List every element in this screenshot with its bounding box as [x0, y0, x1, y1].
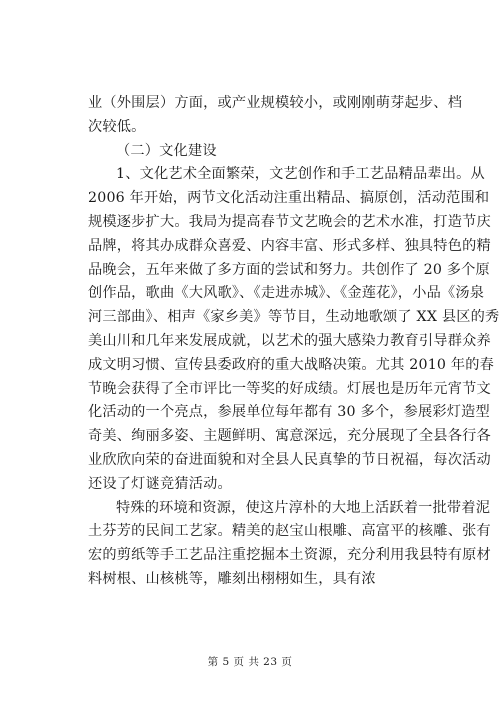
text-line: 土芬芳的民间工艺家。精美的赵宝山根雕、高富平的核雕、张有: [88, 523, 491, 540]
text-line: 1、文化艺术全面繁荣，文艺创作和手工艺品精品辈出。从: [116, 166, 485, 183]
text-line: 宏的剪纸等手工艺品注重挖掘本土资源，充分利用我县特有原材: [88, 547, 491, 564]
text-line: 规模逐步扩大。我局为提高春节文艺晚会的艺术水准，打造节庆: [88, 213, 491, 230]
text-line: 创作品，歌曲《大风歌》、《走进赤城》、《金莲花》，小品《汤泉: [88, 285, 485, 302]
text-line: 还设了灯谜竞猜活动。: [88, 475, 232, 492]
text-line: 品晚会，五年来做了多方面的尝试和努力。共创作了 20 多个原: [88, 261, 490, 278]
text-line: 业欣欣向荣的奋进面貌和对全县人民真挚的节日祝福，每次活动: [88, 451, 491, 468]
heading-culture-construction: （二）文化建设: [116, 142, 217, 159]
section-heading: [88, 140, 434, 164]
page-footer: [0, 654, 500, 669]
text-line: 料树根、山核桃等，雕刻出栩栩如生，具有浓: [88, 570, 376, 587]
text-line: 特殊的环境和资源，使这片淳朴的大地上活跃着一批带着泥: [116, 499, 491, 516]
text-line: 节晚会获得了全市评比一等奖的好成绩。灯展也是历年元宵节文: [88, 380, 491, 397]
text-line: 成文明习惯、宣传县委政府的重大战略决策。尤其 2010 年的春: [88, 356, 495, 373]
paragraph-folk-artisans: [88, 497, 491, 592]
text-line: 化活动的一个亮点，参展单位每年都有 30 多个，参展彩灯造型: [88, 404, 490, 421]
text-line: 河三部曲》、相声《家乡美》等节目，生动地歌颂了 XX 县区的秀: [88, 309, 500, 326]
page-number: 第 5 页 共 23 页: [207, 656, 293, 668]
text-line: 品牌，将其办成群众喜爱、内容丰富、形式多样、独具特色的精: [88, 237, 491, 254]
text-line: 业（外围层）方面，或产业规模较小，或刚刚萌芽起步、档: [88, 95, 463, 111]
text-line: 美山川和几年来发展成就，以艺术的强大感染力教育引导群众养: [88, 332, 491, 349]
paragraph-industry-continued: [88, 92, 463, 140]
body-text: [88, 92, 500, 592]
text-line: 次较低。: [88, 118, 146, 135]
paragraph-arts-prosperity: [88, 163, 500, 496]
text-line: 2006 年开始，两节文化活动注重出精品、搞原创，活动范围和: [88, 190, 490, 207]
text-line: 奇美、绚丽多姿、主题鲜明、寓意深远，充分展现了全县各行各: [88, 428, 491, 445]
